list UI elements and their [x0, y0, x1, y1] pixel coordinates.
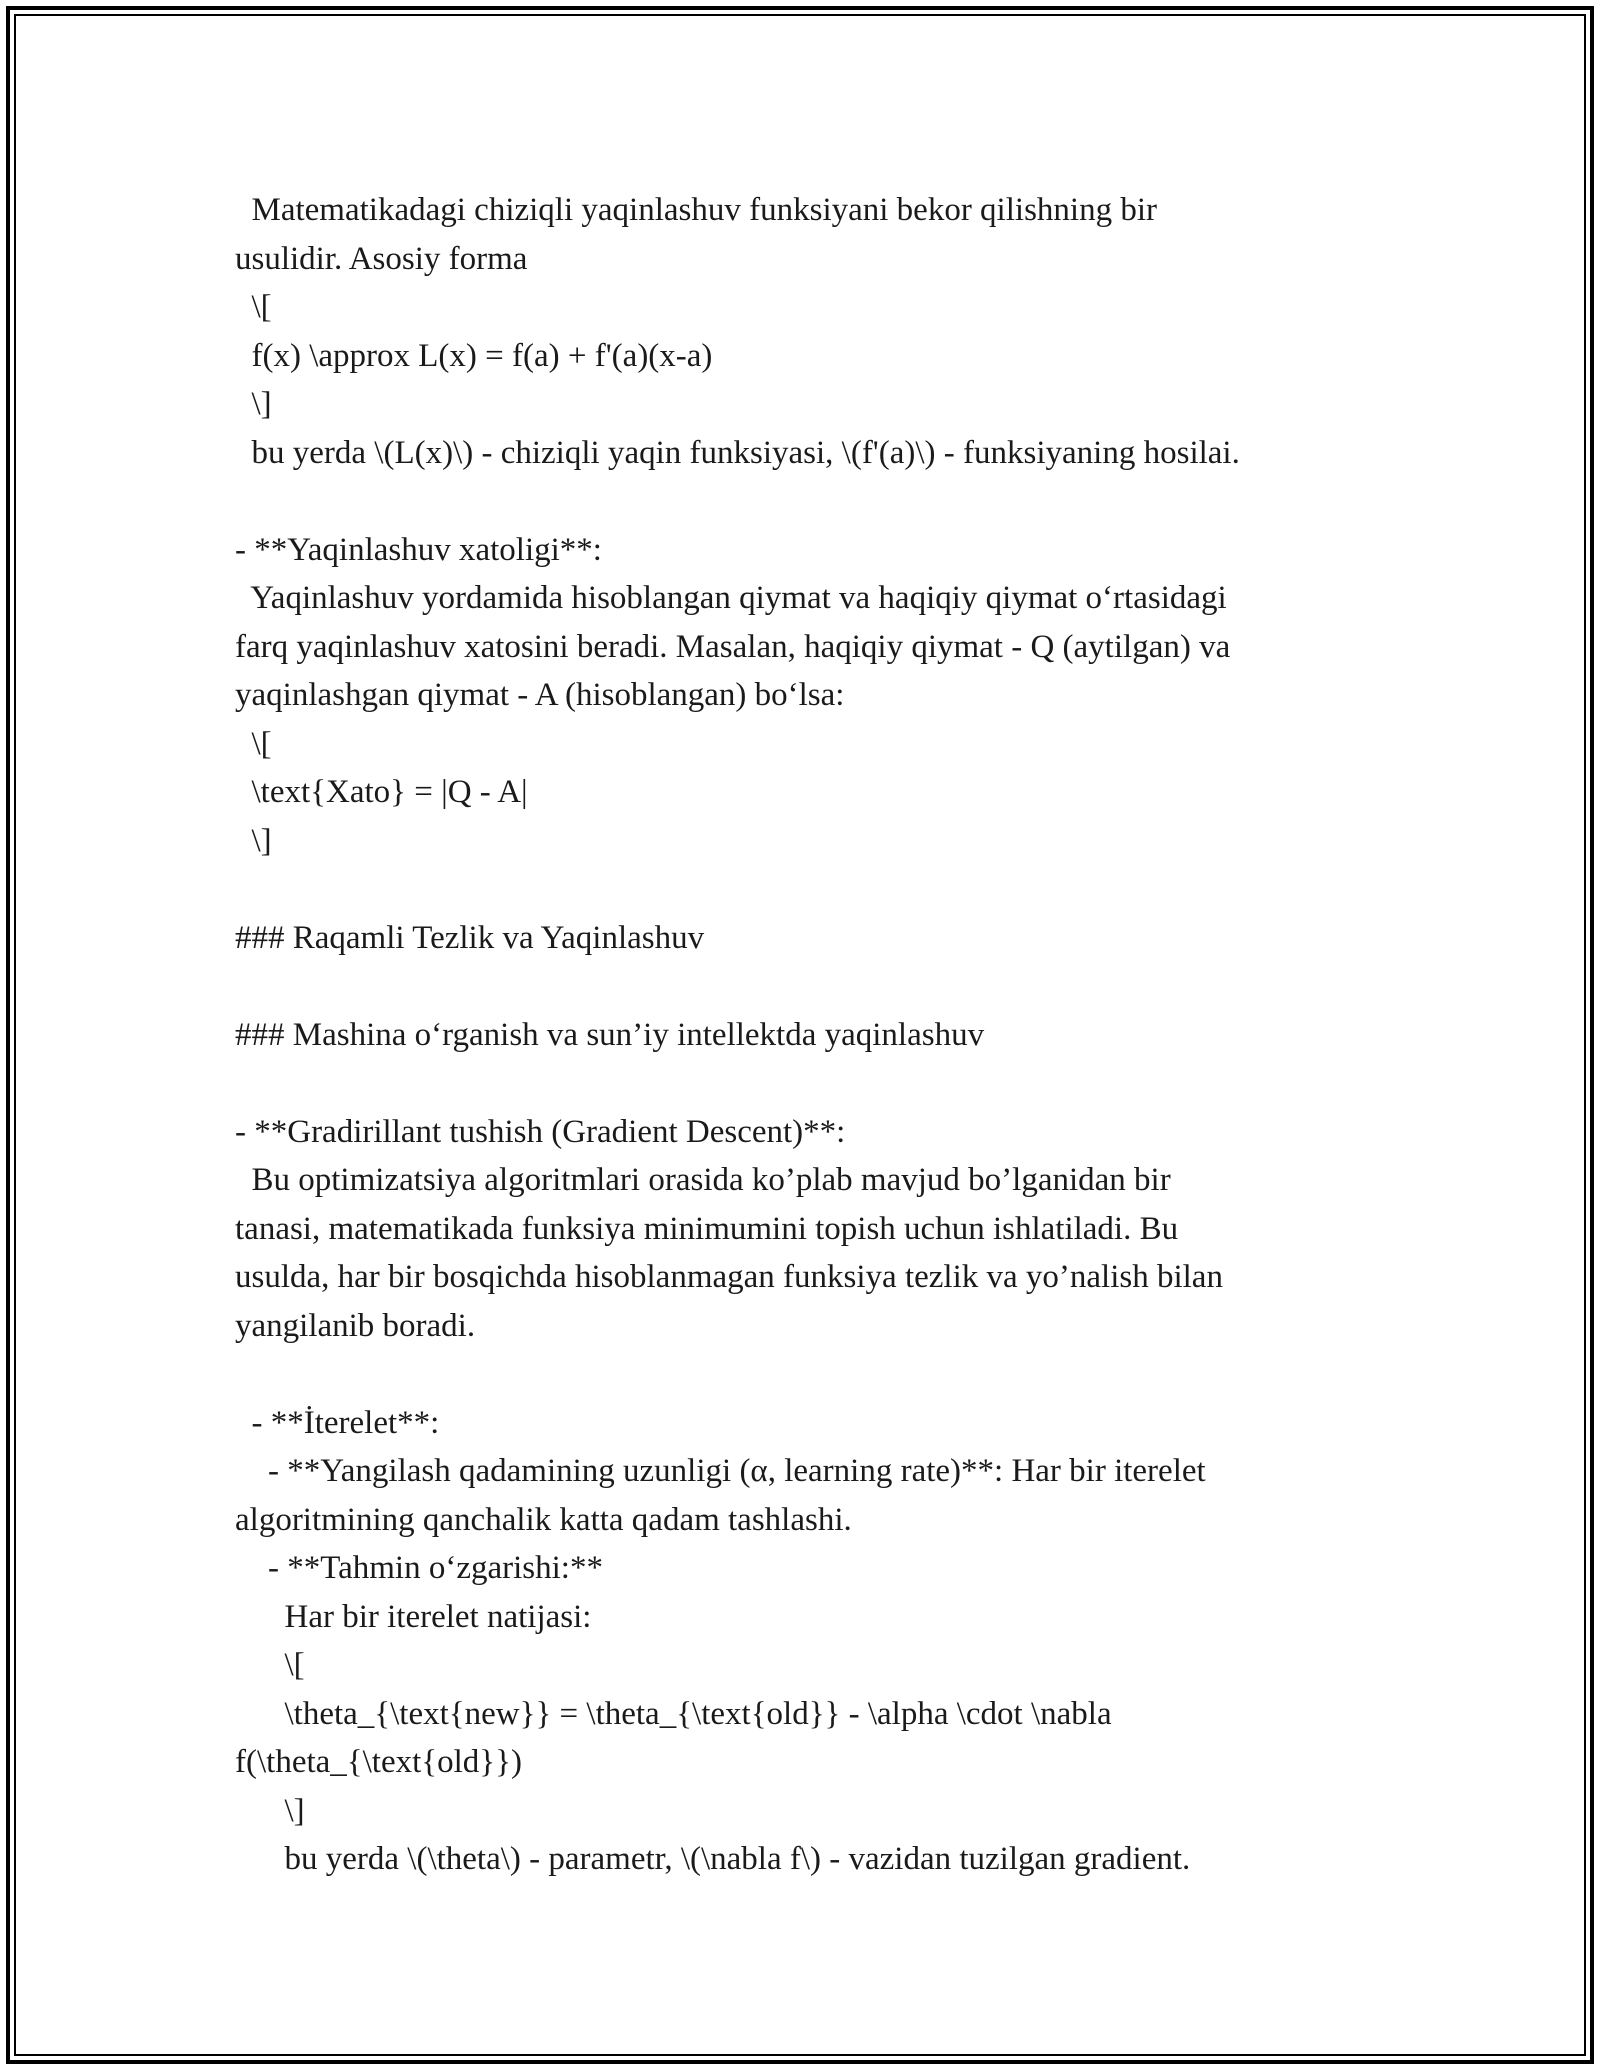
text-line: usulidir. Asosiy forma	[235, 240, 528, 277]
formula-line: \text{Xato} = |Q - A|	[235, 774, 528, 810]
formula-line: f(x) \approx L(x) = f(a) + f'(a)(x-a)	[235, 337, 713, 374]
text-line: farq yaqinlashuv xatosini beradi. Masalan, haqiqiy qiymat - Q (aytilgan) va	[235, 628, 1231, 665]
text-line: Bu optimizatsiya algoritmlari orasida ko’plab mavjud bo’lganidan bir	[235, 1162, 1171, 1198]
text-line: Yaqinlashuv yordamida hisoblangan qiymat va haqiqiy qiymat o‘rtasidagi	[235, 580, 1227, 616]
list-item-heading: - **Yaqinlashuv xatoligi**:	[235, 531, 602, 568]
blank-line	[235, 865, 1415, 914]
text-line: bu yerda \(\theta\) - parametr, \(\nabla f\) - vazidan tuzilgan gradient.	[235, 1841, 1191, 1877]
text-line: bu yerda \(L(x)\) - chiziqli yaqin funksiyasi, \(f'(a)\) - funksiyaning hosilai.	[235, 434, 1240, 471]
formula-line: f(\theta_{\text{old}})	[235, 1744, 522, 1780]
formula-line: \]	[235, 1792, 305, 1829]
list-item-heading: - **İterelet**:	[235, 1404, 440, 1441]
formula-line: \[	[235, 1647, 305, 1683]
blank-line	[235, 477, 1415, 526]
blank-line	[235, 1059, 1415, 1108]
section-heading: ### Mashina o‘rganish va sun’iy intellektda yaqinlashuv	[235, 1016, 985, 1053]
text-line: usulda, har bir bosqichda hisoblanmagan funksiya tezlik va yo’nalish bilan	[235, 1259, 1223, 1295]
blank-line	[235, 1350, 1415, 1399]
formula-line: \theta_{\text{new}} = \theta_{\text{old}} - \alpha \cdot \nabla	[235, 1695, 1112, 1732]
formula-line: \[	[235, 725, 272, 762]
formula-line: \[	[235, 289, 272, 325]
text-line: yangilanib boradi.	[235, 1307, 476, 1344]
list-item: - **Yangilash qadamining uzunligi (α, learning rate)**: Har bir iterelet	[235, 1453, 1206, 1489]
document-body	[235, 186, 1415, 1884]
list-item: - **Tahmin o‘zgarishi:**	[235, 1550, 603, 1586]
text-line: yaqinlashgan qiymat - A (hisoblangan) bo‘lsa:	[235, 677, 845, 713]
list-item-heading: - **Gradirillant tushish (Gradient Descent)**:	[235, 1113, 846, 1150]
text-line: Matematikadagi chiziqli yaqinlashuv funksiyani bekor qilishning bir	[235, 192, 1157, 228]
blank-line	[235, 962, 1415, 1011]
text-line: tanasi, matematikada funksiya minimumini topish uchun ishlatiladi. Bu	[235, 1210, 1179, 1247]
text-line: algoritmining qanchalik katta qadam tashlashi.	[235, 1501, 852, 1538]
text-line: Har bir iterelet natijasi:	[235, 1598, 592, 1635]
formula-line: \]	[235, 822, 272, 859]
section-heading: ### Raqamli Tezlik va Yaqinlashuv	[235, 919, 705, 956]
formula-line: \]	[235, 386, 272, 422]
